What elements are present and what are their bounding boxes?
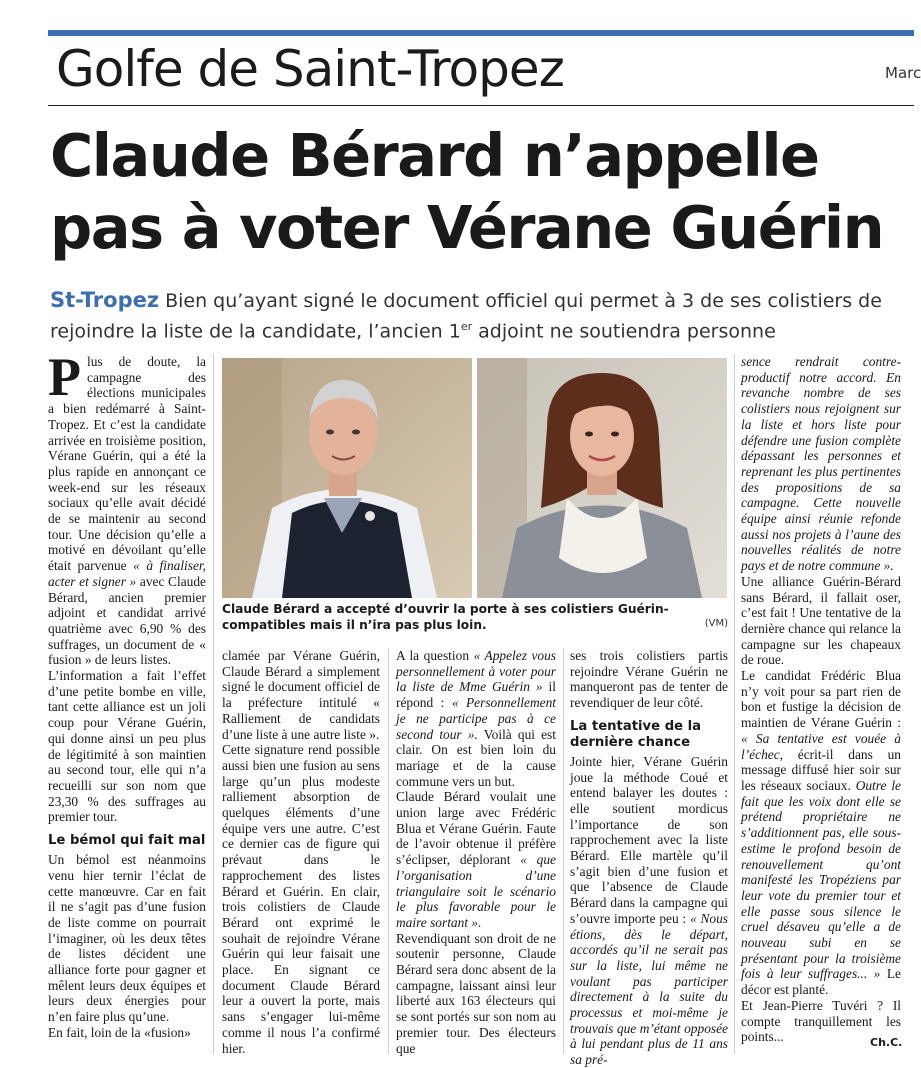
kicker — [50, 288, 910, 344]
author-signature: Ch.C. — [870, 1036, 903, 1049]
paragraph: clamée par Vérane Guérin, Claude Bérard a simplement signé le document officiel de la préfecture intitulé « Ralliement de candidats d’une liste à une autre liste ». — [222, 648, 380, 742]
paragraph: ses trois colistiers partis rejoindre Vérane Guérin ne manqueront pas de tenter de revendiquer de leur côté. — [570, 648, 728, 711]
column-3 — [396, 648, 556, 1054]
column-2 — [222, 648, 380, 1054]
kicker-text-b: adjoint ne soutiendra personne — [472, 320, 776, 343]
column-1 — [48, 347, 207, 1054]
paragraph: Le candidat Frédéric Blua n’y voit pour sa part rien de bon et fustige la décision de maintien de Vérane Guérin : « Sa tentative est vouée à l’échec, écrit-il dans un message diffusé hier soir sur les réseaux sociaux. Outre le fait que les voix dont elle se prétend propriétaire ne s’additionnent pas, elle sous-estime le profond besoin de renouvellement qu’ont manifesté les Tropéziens par leur vote du premier tour et elle passe sous silence le cruel désaveu qu’elle a de nouveau subi en se présentant pour la troisième fois à leur suffrages... » Le décor est planté. — [741, 668, 901, 998]
photo-caption: Claude Bérard a accepté d’ouvrir la porte à ses colistiers Guérin-compatibles mais il n’ira pas plus loin. — [222, 602, 669, 632]
kicker-place: St-Tropez — [50, 288, 160, 312]
paragraph: L’information a fait l’effet d’une petite bombe en ville, tant cette alliance est un joli coup pour Vérane Guérin, qui donne ainsi un peu plus de légitimité à son maintien au second tour, elle qui n’a recueilli sur son nom que 23,30 % des suffrages au premier tour. — [48, 668, 206, 825]
header-rule — [48, 105, 914, 106]
column-divider — [388, 648, 389, 1054]
photo-verane-guerin — [477, 358, 727, 598]
column-divider — [734, 354, 735, 1054]
date-fragment: Marc — [885, 64, 921, 82]
column-divider — [213, 354, 214, 1054]
paragraph: Jointe hier, Vérane Guérin joue la méthode Coué et entend balayer les doutes : elle soutient mordicus l’importance de son rapprochement avec la liste Bérard. Elle martèle qu’il s’agit bien d’une fusion et que l’absence de Claude Bérard dans la campagne qui s’ouvre importe peu : « Nous étions, dès le départ, accordés qu’il ne serait pas sur la liste, lui même ne voulant pas participer directement à la suite du processus et moi-même je trouvais que m’étant opposée à lui pendant plus de 11 ans sa pré- — [570, 753, 728, 1068]
section-title: Golfe de Saint-Tropez — [56, 40, 564, 98]
kicker-sup: er — [460, 320, 473, 333]
paragraph: Claude Bérard voulait une union large avec Frédéric Blua et Vérane Guérin. Faute de l’avoir obtenue il préfère s’éclipser, déplorant « que l’organisation d’une triangulaire soit le scénario le plus favorable pour le maire sortant ». — [396, 789, 556, 930]
paragraph: Cette signature rend possible aussi bien une fusion au sens large qu’un plus modeste ralliement absorption de quelques éléments d’une équipe vers une autre. C’est ce dernier cas de figure qui prévaut dans le rapprochement des listes Bérard et Guérin. En clair, trois colistiers de Claude Bérard ont exprimé le souhait de rejoindre Vérane Guérin qui leur faisait une place. En signant ce document Claude Bérard leur a ouvert la porte, mais sans s’engager lui-même comme il nous l’a confirmé hier. — [222, 742, 380, 1056]
paragraph: Revendiquant son droit de ne soutenir personne, Claude Bérard sera donc absent de la campagne, laissant ainsi leur liberté aux 163 électeurs qui se sont portés sur son nom au premier tour. Des électeurs que — [396, 930, 556, 1056]
photo-credit: (VM) — [704, 618, 728, 629]
subheading: Le bémol qui fait mal — [48, 833, 206, 849]
photo-claude-berard — [222, 358, 472, 598]
headline: Claude Bérard n’appelle pas à voter Vérane Guérin — [50, 121, 884, 262]
kicker-text-a: Bien qu’ayant signé le document officiel qui permet à 3 de ses colistiers de rejoindre la liste de la candidate, l’ancien 1 — [50, 290, 882, 343]
column-divider — [563, 648, 564, 1054]
paragraph: sence rendrait contre-productif notre accord. En revanche nombre de ses colistiers nous rejoignent sur la liste et hors liste pour défendre une fusion complète dépassant les personnes et reprenant les plus pertinentes des propositions de sa campagne. Cette nouvelle équipe ainsi réunie refonde aussi nos projets à l’aune des nouvelles réalités de notre pays et de notre commune ». — [741, 354, 901, 574]
subheading: La tentative de la dernière chance — [570, 718, 702, 750]
drop-cap: P — [48, 347, 81, 407]
paragraph: En fait, loin de la «fusion» — [48, 1024, 191, 1040]
column-4 — [570, 648, 728, 1068]
paragraph: Un bémol est néanmoins venu hier ternir l’éclat de cette manœuvre. Car en fait il ne s’agit pas d’une fusion de liste comme on pourrait l’imaginer, où les deux têtes de listes décident une alliance forte pour gagner et mêlent leurs deux équipes et leurs deux énergies pour n’en faire plus qu’une. — [48, 852, 206, 1025]
paragraph: Une alliance Guérin-Bérard sans Bérard, il fallait oser, c’est fait ! Une tentative de la dernière chance qui relance la campagne sur les chapeaux de roue. — [741, 573, 901, 668]
paragraph: A la question « Appelez vous personnellement à voter pour la liste de Mme Guérin » il répond : « Personnellement je ne participe pas à ce second tour ». Voilà qui est clair. On est bien loin du mariage et de la cause commune vers un but. — [396, 648, 556, 789]
paragraph: lus de doute, la campagne des élections municipales a bien redémarré à Saint-Tropez. Et c’est la candidate arrivée en troisième position, Vérane Guérin, qui a été la plus rapide en annonçant ce week-end sur les réseaux sociaux qu’elle avait décidé de se maintenir au second tour. Une décision qu’elle a motivé en dévoilant qu’elle était parvenue « à finaliser, acter et signer » avec Claude Bérard, ancien premier adjoint et candidat arrivé quatrième avec 6,90 % des suffrages, un document de « fusion » de leurs listes. — [48, 354, 207, 668]
paragraph: Et Jean-Pierre Tuvéri ? Il compte tranquillement les points... — [741, 997, 901, 1045]
